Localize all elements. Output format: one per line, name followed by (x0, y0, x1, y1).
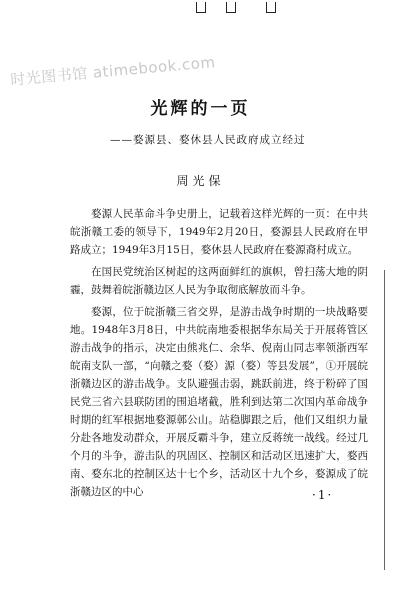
body-text (70, 205, 368, 505)
page-number: ·1· (312, 488, 334, 502)
watermark: 时光图书馆 atimebook.com (9, 53, 217, 89)
binding-line (384, 270, 385, 570)
subtitle: ——婺源县、婺休县人民政府成立经过 (110, 134, 306, 146)
author: 周光保 (176, 174, 225, 188)
print-mark (196, 2, 206, 13)
print-mark (266, 2, 276, 13)
print-mark (226, 2, 236, 13)
paragraph: 婺源，位于皖浙赣三省交界，是游击战争时期的一块战略要地。1948年3月8日，中共皖南地委根据华东局关于开展蒋管区游击战争的指示，决定由熊兆仁、余华、倪南山同志率领浙西军皖南支队一部，“向赣之婺（婺）源（婺）等县发展”，①开展皖浙赣边区的游击战争。支队避强击弱，跳跃前进，终于粉碎了国民党三省六县联防团的围追堵截，胜利到达第二次国内革命战争时期的红军根据地婺源鄣公山。站稳脚跟之后，他们又组织力量分赴各地发动群众，开展反霸斗争，建立反蒋统一战线。经过几个月的斗争，游击队的巩固区、控制区和活动区迅速扩大，婺西南、婺东北的控制区达十七个乡，活动区十九个乡，婺源成了皖浙赣边区的中心 (70, 306, 368, 498)
page-title: 光辉的一页 (150, 99, 251, 119)
paragraph: 在国民党统治区树起的这两面鲜红的旗帜，曾扫荡大地的阴霾，鼓舞着皖浙赣边区人民为争取彻底解放而斗争。 (70, 266, 368, 296)
paragraph: 婺源人民革命斗争史册上，记载着这样光辉的一页：在中共皖浙赣工委的领导下，1949年2月20日，婺源县人民政府在甲路成立；1949年3月15日，婺休县人民政府在婺源裔村成立。 (70, 208, 368, 256)
